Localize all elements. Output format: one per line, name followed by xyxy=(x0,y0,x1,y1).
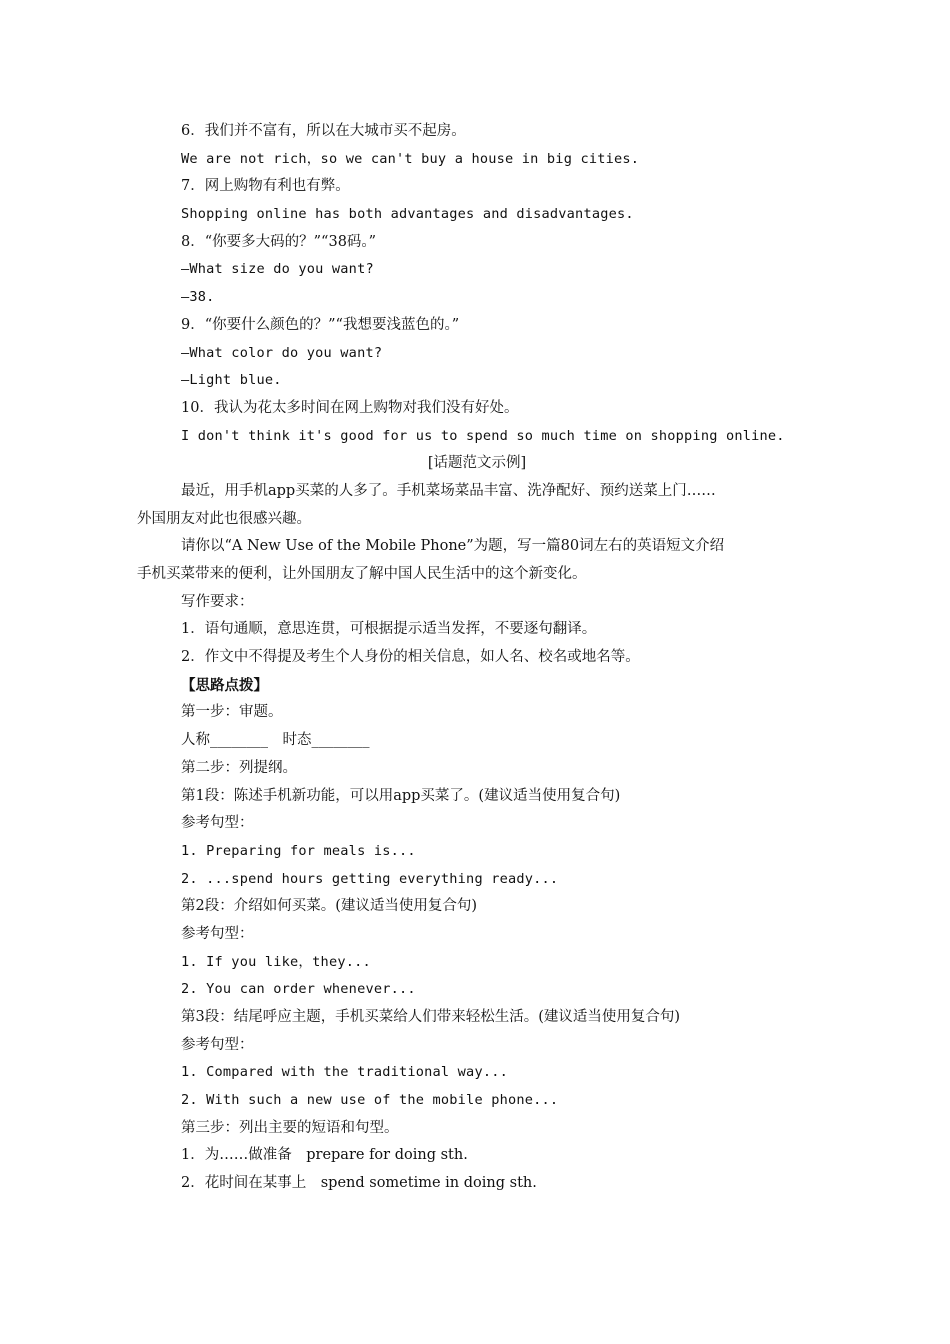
person-tense-blanks: 人称________ 时态________ xyxy=(181,732,370,749)
prompt-line-2: 外国朋友对此也很感兴趣。 xyxy=(137,510,311,527)
reference-patterns-label-2: 参考句型： xyxy=(181,925,254,942)
document-page xyxy=(137,118,817,1198)
step-1-heading: 第一步：审题。 xyxy=(181,704,283,721)
requirement-1: 1．语句通顺，意思连贯，可根据提示适当发挥，不要逐句翻译。 xyxy=(181,621,597,638)
step-2-heading: 第二步：列提纲。 xyxy=(181,759,297,776)
pattern-3-1: 1. Compared with the traditional way... xyxy=(181,1064,508,1081)
item-6-english: We are not rich，so we can't buy a house in big cities. xyxy=(181,150,640,167)
item-9-english-answer: —Light blue. xyxy=(181,372,282,389)
paragraph-3-outline: 第3段：结尾呼应主题，手机买菜给人们带来轻松生活。(建议适当使用复合句) xyxy=(181,1009,681,1025)
item-8-english-question: —What size do you want? xyxy=(181,261,374,278)
reference-patterns-label-1: 参考句型： xyxy=(181,815,254,832)
item-8-english-answer: —38. xyxy=(181,289,215,306)
section-heading: [话题范文示例] xyxy=(427,455,527,472)
item-7-chinese: 7．网上购物有利也有弊。 xyxy=(181,178,350,195)
pattern-2-1: 1. If you like，they... xyxy=(181,953,371,970)
prompt-line-4: 手机买菜带来的便利，让外国朋友了解中国人民生活中的这个新变化。 xyxy=(137,566,587,582)
item-7-english: Shopping online has both advantages and disadvantages. xyxy=(181,206,634,223)
pattern-2-2: 2. You can order whenever... xyxy=(181,981,416,998)
prompt-line-3: 请你以“A New Use of the Mobile Phone”为题，写一篇80词左右的英语短文介绍 xyxy=(181,538,725,555)
item-6-chinese: 6．我们并不富有，所以在大城市买不起房。 xyxy=(181,123,466,139)
phrase-1: 1．为……做准备 prepare for doing sth. xyxy=(181,1147,468,1164)
item-10-chinese: 10．我认为花太多时间在网上购物对我们没有好处。 xyxy=(181,399,519,416)
item-8-chinese: 8．“你要多大码的？”“38码。” xyxy=(181,233,377,250)
pattern-1-2: 2. ...spend hours getting everything ready... xyxy=(181,870,559,887)
item-10-english: I don't think it's good for us to spend so much time on shopping online. xyxy=(181,427,785,444)
pattern-3-2: 2. With such a new use of the mobile phone... xyxy=(181,1092,559,1109)
pattern-1-1: 1. Preparing for meals is... xyxy=(181,842,416,859)
paragraph-1-outline: 第1段：陈述手机新功能，可以用app买菜了。(建议适当使用复合句) xyxy=(181,787,621,804)
requirement-2: 2．作文中不得提及考生个人身份的相关信息，如人名、校名或地名等。 xyxy=(181,649,640,666)
tips-heading: 【思路点拨】 xyxy=(181,676,268,694)
phrase-2: 2．花时间在某事上 spend sometime in doing sth. xyxy=(181,1175,537,1192)
prompt-line-1: 最近，用手机app买菜的人多了。手机菜场菜品丰富、洗净配好、预约送菜上门…… xyxy=(181,482,716,499)
item-9-english-question: —What color do you want? xyxy=(181,344,383,361)
reference-patterns-label-3: 参考句型： xyxy=(181,1036,254,1053)
item-9-chinese: 9．“你要什么颜色的？”“我想要浅蓝色的。” xyxy=(181,316,460,333)
requirements-heading: 写作要求： xyxy=(181,593,254,610)
step-3-heading: 第三步：列出主要的短语和句型。 xyxy=(181,1119,399,1136)
paragraph-2-outline: 第2段：介绍如何买菜。(建议适当使用复合句) xyxy=(181,898,478,915)
